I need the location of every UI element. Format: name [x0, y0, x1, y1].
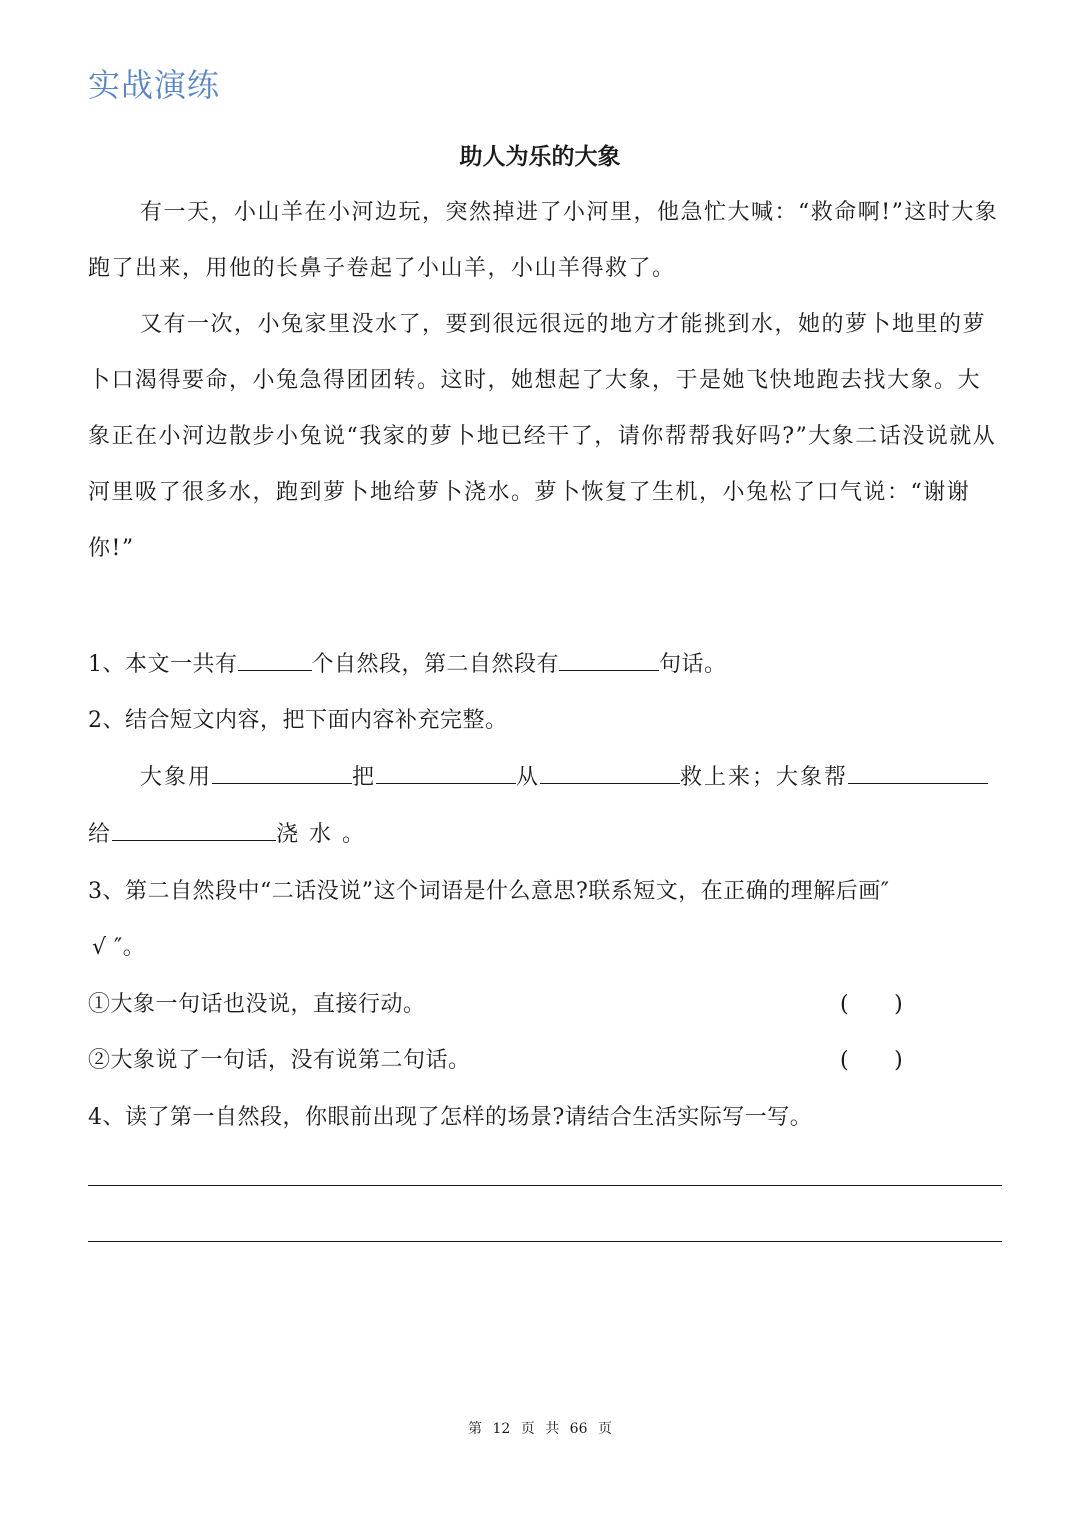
q2-text-f: 浇 水 。 — [276, 822, 367, 847]
answer-line-2[interactable] — [88, 1241, 1002, 1242]
q2-text-c: 从 — [516, 765, 541, 790]
blank-paragraph-count[interactable] — [238, 650, 312, 671]
option-2-text: ②大象说了一句话，没有说第二句话。 — [88, 1048, 471, 1073]
story-title: 助人为乐的大象 — [459, 144, 621, 170]
blank-what-tool[interactable] — [212, 763, 352, 784]
footer-text-c: 页 — [597, 1421, 612, 1437]
paragraph-2: 又有一次，小兔家里没水了，要到很远很远的地方才能挑到水，她的萝卜地里的萝卜口渴得要命，小兔急得团团转。这时，她想起了大象，于是她飞快地跑去找大象。大象正在小河边散步小兔说“我家的萝卜地已经干了，请你帮帮我好吗?”大象二话没说就从河里吸了很多水，跑到萝卜地给萝卜浇水。萝卜恢复了生机，小兔松了口气说：“谢谢你!” — [88, 312, 997, 561]
option-1 — [88, 977, 1002, 1033]
option-1-checkbox[interactable]: ( ) — [840, 992, 904, 1017]
q2-text-b: 把 — [352, 765, 377, 790]
blank-helped-whom[interactable] — [848, 763, 988, 784]
question-3-line-2: √ ″。 — [92, 935, 146, 960]
paragraph-1: 有一天，小山羊在小河边玩，突然掉进了小河里，他急忙大喊：“救命啊!”这时大象跑了出来，用他的长鼻子卷起了小山羊，小山羊得救了。 — [88, 200, 999, 281]
question-1 — [88, 637, 1002, 693]
q2-text-a: 大象用 — [140, 765, 213, 790]
q2-text-d: 救上来；大象帮 — [680, 765, 849, 790]
option-2-checkbox[interactable]: ( ) — [840, 1048, 904, 1073]
blank-where[interactable] — [540, 763, 680, 784]
footer-text-b: 页 共 — [520, 1421, 560, 1437]
question-1-part2: 个自然段，第二自然段有 — [311, 652, 560, 677]
option-2 — [88, 1033, 1002, 1089]
section-title: 实战演练 — [88, 66, 221, 104]
question-2: 2、结合短文内容，把下面内容补充完整。 — [88, 708, 508, 733]
footer-text-a: 第 — [468, 1421, 483, 1437]
page-footer — [0, 1418, 1080, 1438]
question-1-part3: 句话。 — [659, 652, 727, 677]
q2-text-e: 给 — [88, 822, 113, 847]
blank-who[interactable] — [376, 763, 516, 784]
question-1-part1: 1、本文一共有 — [88, 652, 238, 677]
page-number: 12 — [492, 1421, 511, 1437]
blank-what-watered[interactable] — [112, 820, 276, 841]
blank-sentence-count[interactable] — [559, 650, 659, 671]
question-4: 4、读了第一自然段，你眼前出现了怎样的场景?请结合生活实际写一写。 — [88, 1105, 813, 1130]
question-3-line-1: 3、第二自然段中“二话没说”这个词语是什么意思?联系短文，在正确的理解后画″ — [88, 879, 890, 904]
page-total: 66 — [569, 1421, 588, 1437]
answer-line-1[interactable] — [88, 1185, 1002, 1186]
question-2-line-2 — [88, 807, 1002, 863]
question-2-line-1 — [140, 750, 1002, 806]
option-1-text: ①大象一句话也没说，直接行动。 — [88, 992, 426, 1017]
